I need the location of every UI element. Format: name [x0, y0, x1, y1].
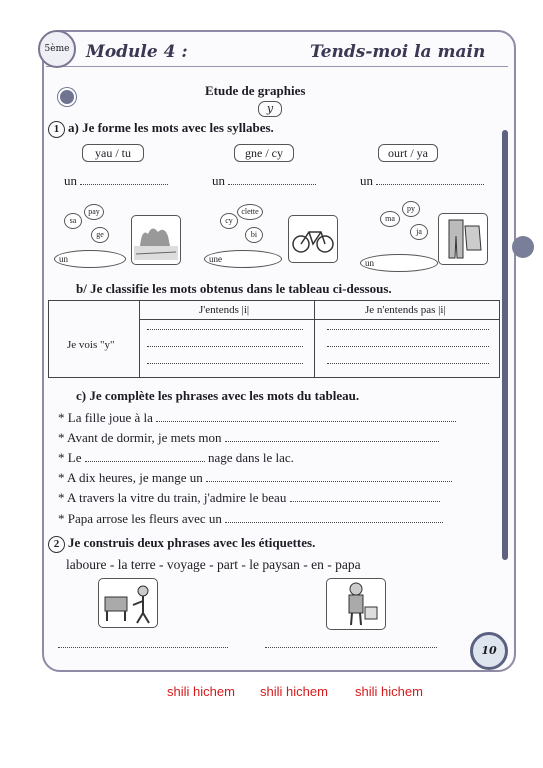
part-2-number: 2: [48, 536, 65, 553]
table-divider: [139, 301, 140, 377]
header-divider: [46, 66, 508, 67]
col1-header: J'entends |i|: [199, 304, 250, 316]
landscape-image: [131, 215, 181, 265]
table-rule: [139, 319, 499, 320]
row-label: Je vois "y": [67, 339, 115, 351]
sentence-answer-line-1[interactable]: [58, 647, 228, 648]
part-a-number: 1: [48, 121, 65, 138]
module-label: Module 4 :: [86, 42, 188, 62]
word-oval-3[interactable]: un: [360, 254, 438, 272]
answer-line-1[interactable]: [64, 173, 168, 189]
table-answer-line[interactable]: [147, 363, 303, 364]
traveler-suitcase-image: [326, 578, 386, 630]
pajamas-image: [438, 213, 488, 265]
word-oval-2[interactable]: une: [204, 250, 282, 268]
answer-line-2[interactable]: [212, 173, 316, 189]
syllable-bubble: bi: [245, 227, 263, 243]
syllable-box-2: gne / cy: [234, 144, 294, 162]
syllable-bubble: sa: [64, 213, 82, 229]
decorative-dot: [58, 88, 76, 106]
watermark-3: shili hichem: [355, 684, 423, 699]
syllable-bubble: pay: [84, 204, 104, 220]
word-oval-1[interactable]: un: [54, 250, 126, 268]
col2-header: Je n'entends pas |i|: [365, 304, 446, 316]
sentence-5[interactable]: * A travers la vitre du train, j'admire le beau: [58, 490, 440, 506]
sentence-2[interactable]: * Avant de dormir, je mets mon: [58, 430, 439, 446]
table-answer-line[interactable]: [327, 346, 489, 347]
table-answer-line[interactable]: [327, 329, 489, 330]
answer-prefix-2: un: [212, 173, 225, 188]
part-c-heading: c) Je complète les phrases avec les mots du tableau.: [76, 388, 360, 403]
syllable-bubble: cy: [220, 213, 238, 229]
sentence-answer-line-2[interactable]: [265, 647, 437, 648]
section-title: Etude de graphies: [205, 83, 306, 98]
classification-table: [48, 300, 500, 378]
table-divider: [314, 301, 315, 377]
part-b-heading: b/ Je classifie les mots obtenus dans le tableau ci-dessous.: [76, 281, 392, 296]
watermark-2: shili hichem: [260, 684, 328, 699]
part-2-heading-text: Je construis deux phrases avec les étiquettes.: [68, 535, 316, 550]
syllable-bubble: py: [402, 201, 420, 217]
syllable-bubble: ge: [91, 227, 109, 243]
sentence-3[interactable]: * Le nage dans le lac.: [58, 450, 294, 465]
side-decoration-bar: [502, 130, 508, 560]
bicycle-image: [288, 215, 338, 263]
table-answer-line[interactable]: [147, 346, 303, 347]
answer-prefix-3: un: [360, 173, 373, 188]
school-logo: 5ème: [38, 30, 76, 68]
syllable-bubble: ja: [410, 224, 428, 240]
part-a-heading-text: a) Je forme les mots avec les syllabes.: [68, 120, 274, 135]
sentence-4[interactable]: * A dix heures, je mange un: [58, 470, 452, 486]
module-title: Tends-moi la main: [310, 42, 486, 62]
page-number: 10: [470, 632, 508, 670]
syllable-bubble: clette: [237, 204, 263, 220]
syllable-box-1: yau / tu: [82, 144, 144, 162]
answer-prefix-1: un: [64, 173, 77, 188]
part-2-heading: [48, 535, 315, 553]
syllable-box-3: ourt / ya: [378, 144, 438, 162]
side-decoration-dot: [512, 236, 534, 258]
farmer-plowing-image: [98, 578, 158, 628]
word-labels: laboure - la terre - voyage - part - le paysan - en - papa: [66, 557, 361, 572]
sentence-1[interactable]: * La fille joue à la: [58, 410, 456, 426]
syllable-bubble: ma: [380, 211, 400, 227]
sentence-6[interactable]: * Papa arrose les fleurs avec un: [58, 511, 443, 527]
table-answer-line[interactable]: [147, 329, 303, 330]
grapheme-badge: y: [258, 101, 282, 117]
table-answer-line[interactable]: [327, 363, 489, 364]
watermark-1: shili hichem: [167, 684, 235, 699]
answer-line-3[interactable]: [360, 173, 484, 189]
part-a-heading: [48, 120, 274, 138]
